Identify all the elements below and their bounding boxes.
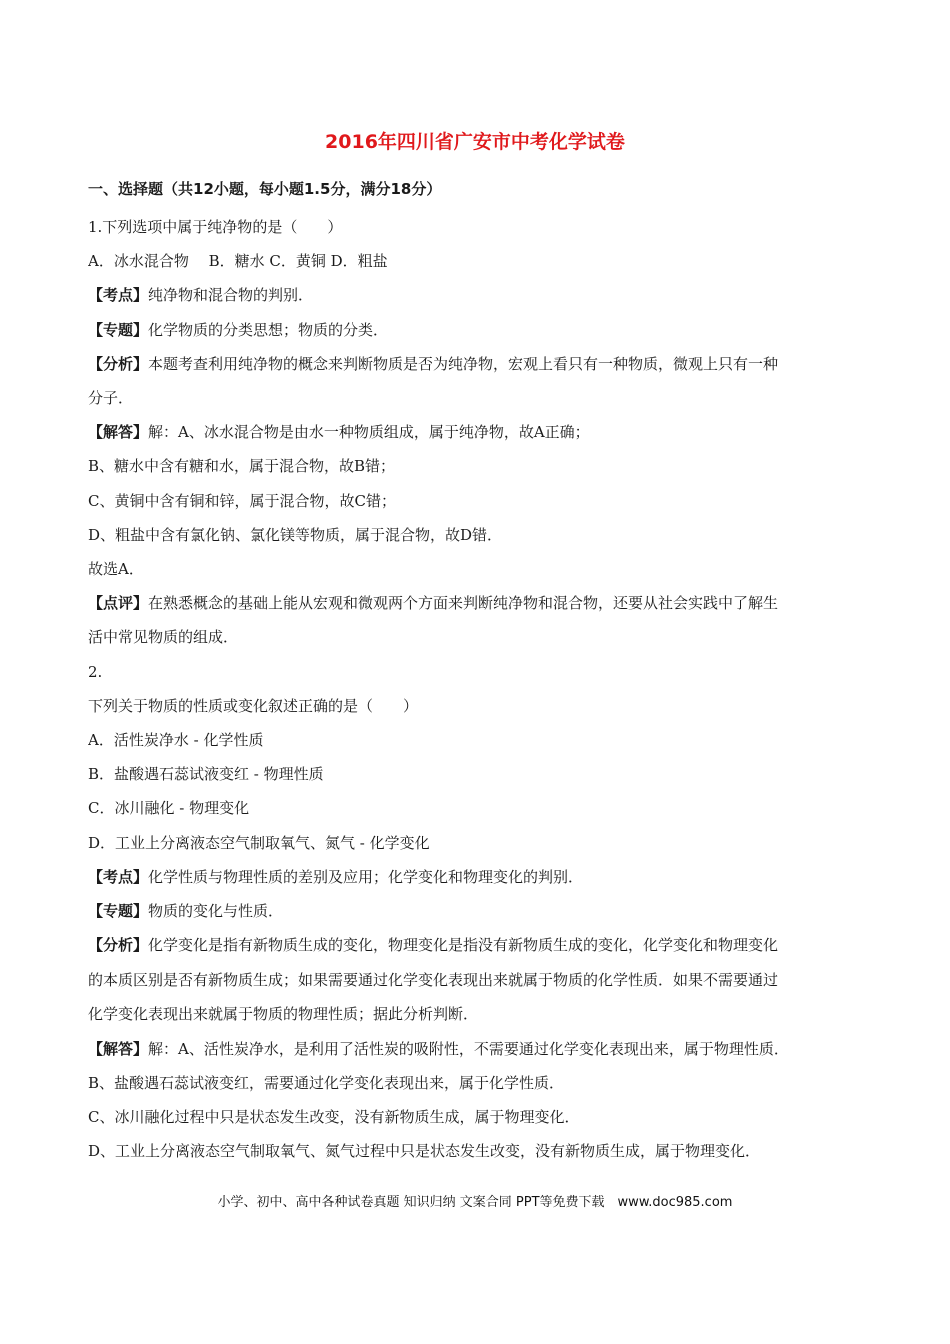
fenxi-text: 本题考查利用纯净物的概念来判断物质是否为纯净物，宏观上看只有一种物质，微观上只有一种 [148,354,779,373]
kaodian-tag: 【考点】 [88,286,149,305]
q2-option-d: D．工业上分离液态空气制取氧气、氮气 - 化学变化 [88,833,430,852]
section-heading: 一、选择题（共12小题，每小题1.5分，满分18分） [88,180,442,198]
jieda-a: 解：A、活性炭净水，是利用了活性炭的吸附性，不需要通过化学变化表现出来，属于物理性质． [148,1039,789,1058]
kaodian-text: 纯净物和混合物的判别． [148,286,314,305]
q1-dianping [88,586,868,620]
q2-option-c: C．冰川融化 - 物理变化 [88,799,250,818]
q1-answer: 故选A． [88,560,144,579]
q1-dianping-cont: 活中常见物质的组成． [88,628,239,647]
dianping-text: 在熟悉概念的基础上能从宏观和微观两个方面来判断纯净物和混合物，还要从社会实践中了解生 [148,594,779,613]
fenxi-text: 化学变化是指有新物质生成的变化，物理变化是指没有新物质生成的变化，化学变化和物理变化 [148,936,779,955]
q2-fenxi [88,928,868,963]
q1-options: A．冰水混合物 B．糖水 C．黄铜 D．粗盐 [88,252,388,271]
q2-jieda-b: B、盐酸遇石蕊试液变红，需要通过化学变化表现出来，属于化学性质． [88,1073,565,1092]
zhuanti-tag: 【专题】 [88,320,149,339]
q2-jieda [88,1032,868,1066]
q1-jieda [88,415,868,449]
q1-fenxi-cont: 分子． [88,389,134,408]
document-title: 2016年四川省广安市中考化学试卷 [325,131,625,153]
q2-option-b: B．盐酸遇石蕊试液变红 - 物理性质 [88,765,324,784]
q1-jieda-c: C、黄铜中含有铜和锌，属于混合物，故C错； [88,491,396,510]
q1-jieda-b: B、糖水中含有糖和水，属于混合物，故B错； [88,457,396,476]
q1-stem: 1.下列选项中属于纯净物的是（ ） [88,218,343,236]
q2-number: 2. [88,662,103,681]
q2-kaodian [88,860,868,894]
page-footer: 小学、初中、高中各种试卷真题 知识归纳 文案合同 PPT等免费下载 www.doc985.com [217,1195,733,1210]
q2-option-a: A．活性炭净水 - 化学性质 [88,731,264,750]
q1-fenxi [88,347,868,381]
dianping-tag: 【点评】 [88,594,149,613]
kaodian-text: 化学性质与物理性质的差别及应用；化学变化和物理变化的判别． [148,867,584,886]
q2-fenxi-cont1: 的本质区别是否有新物质生成；如果需要通过化学变化表现出来就属于物质的化学性质．如果不需要通过 [88,970,779,989]
q2-jieda-d: D、工业上分离液态空气制取氧气、氮气过程中只是状态发生改变，没有新物质生成，属于物理变化． [88,1142,761,1161]
jieda-a: 解：A、冰水混合物是由水一种物质组成，属于纯净物，故A正确； [148,423,590,442]
zhuanti-text: 物质的变化与性质． [148,902,284,921]
q2-zhuanti [88,894,868,928]
q2-stem: 下列关于物质的性质或变化叙述正确的是（ ） [88,696,419,715]
zhuanti-text: 化学物质的分类思想；物质的分类． [148,320,389,339]
q1-jieda-d: D、粗盐中含有氯化钠、氯化镁等物质，属于混合物，故D错． [88,525,503,544]
q2-jieda-c: C、冰川融化过程中只是状态发生改变，没有新物质生成，属于物理变化． [88,1108,580,1127]
zhuanti-tag: 【专题】 [88,902,149,921]
q1-zhuanti [88,313,868,347]
kaodian-tag: 【考点】 [88,867,149,886]
jieda-tag: 【解答】 [88,423,149,442]
q2-fenxi-cont2: 化学变化表现出来就属于物质的物理性质；据此分析判断． [88,1005,479,1024]
fenxi-tag: 【分析】 [88,936,149,955]
document-body [88,210,868,1169]
fenxi-tag: 【分析】 [88,354,149,373]
q1-kaodian [88,278,868,312]
jieda-tag: 【解答】 [88,1039,149,1058]
